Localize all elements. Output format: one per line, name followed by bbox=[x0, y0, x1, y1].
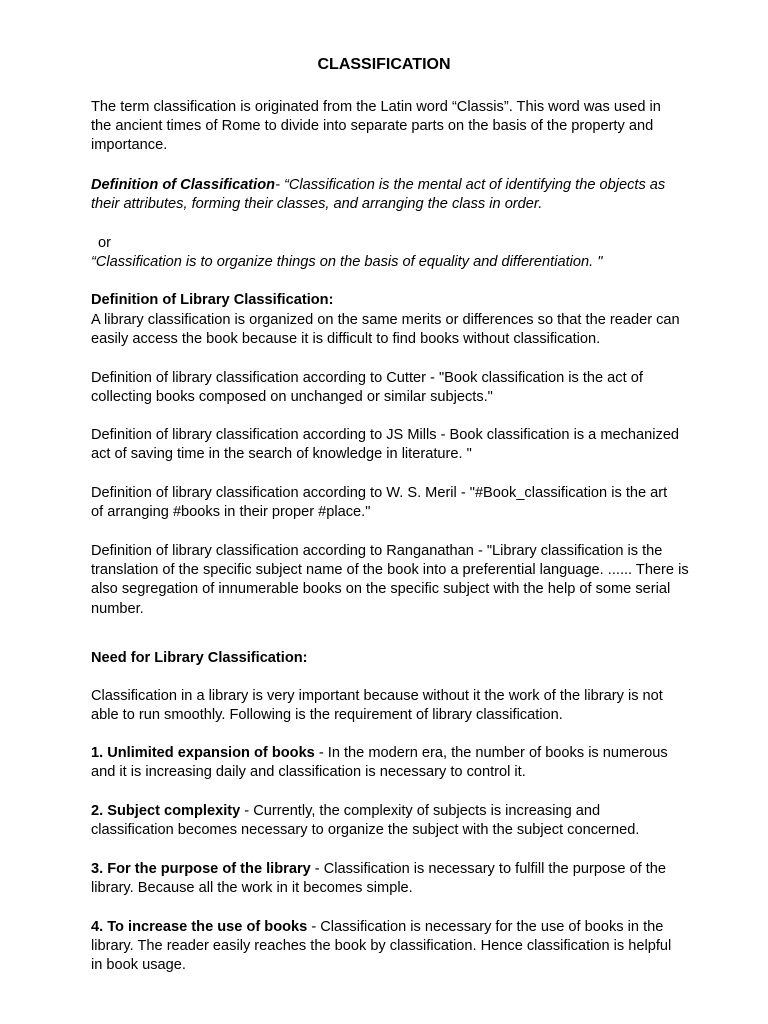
need-point-4 bbox=[91, 918, 681, 976]
need-point-4-label: 4. To increase the use of books bbox=[91, 919, 308, 935]
or-text: or bbox=[98, 235, 111, 251]
library-classification-heading: Definition of Library Classification: bbox=[91, 292, 334, 308]
classification-definition-label: Definition of Classification bbox=[91, 177, 276, 193]
need-point-1 bbox=[91, 744, 681, 782]
need-point-4-text: - Classification is necessary for the use of books in the library. The reader easily reaches the book by classification. Hence classification is helpful in book usage. bbox=[91, 919, 672, 974]
need-point-3-text: - Classification is necessary to fulfill the purpose of the library. Because all the work in it becomes simple. bbox=[91, 861, 667, 897]
intro-paragraph: The term classification is originated from the Latin word “Classis”. This word was used in the ancient times of Rome to divide into separate parts on the basis of the property and importance. bbox=[91, 99, 661, 154]
need-point-3-label: 3. For the purpose of the library bbox=[91, 861, 311, 877]
classification-definition-text: - “Classification is the mental act of identifying the objects as their attributes, forming their classes, and arranging the class in order. bbox=[91, 177, 666, 213]
mills-definition: Definition of library classification according to JS Mills - Book classification is a mechanized act of saving time in the search of knowledge in literature. " bbox=[91, 427, 680, 463]
need-point-1-text: - In the modern era, the number of books is numerous and it is increasing daily and classification is necessary to control it. bbox=[91, 745, 668, 781]
ranganathan-definition: Definition of library classification according to Ranganathan - "Library classification is the translation of the specific subject name of the book into a preferential language. ...... There is also segregation of innumerable books on the specific subject with the help of some serial number. bbox=[91, 543, 689, 617]
need-point-2-text: - Currently, the complexity of subjects is increasing and classification becomes necessary to organize the subject with the subject concerned. bbox=[91, 803, 640, 839]
need-heading: Need for Library Classification: bbox=[91, 650, 308, 666]
need-point-2 bbox=[91, 802, 681, 840]
need-text: Classification in a library is very important because without it the work of the library is not able to run smoothly. Following is the requirement of library classification. bbox=[91, 688, 663, 724]
cutter-definition: Definition of library classification according to Cutter - "Book classification is the act of collecting books composed on unchanged or similar subjects." bbox=[91, 370, 643, 406]
classification-definition bbox=[91, 176, 681, 214]
library-classification-text: A library classification is organized on the same merits or differences so that the reader can easily access the book because it is difficult to find books without classification. bbox=[91, 312, 680, 348]
alternate-definition: “Classification is to organize things on the basis of equality and differentiation. " bbox=[91, 254, 603, 270]
need-point-1-label: 1. Unlimited expansion of books bbox=[91, 745, 315, 761]
page-title: CLASSIFICATION bbox=[317, 56, 451, 73]
meril-definition: Definition of library classification according to W. S. Meril - "#Book_classification is the art of arranging #books in their proper #place." bbox=[91, 485, 668, 521]
need-point-3 bbox=[91, 860, 681, 898]
need-point-2-label: 2. Subject complexity bbox=[91, 803, 241, 819]
